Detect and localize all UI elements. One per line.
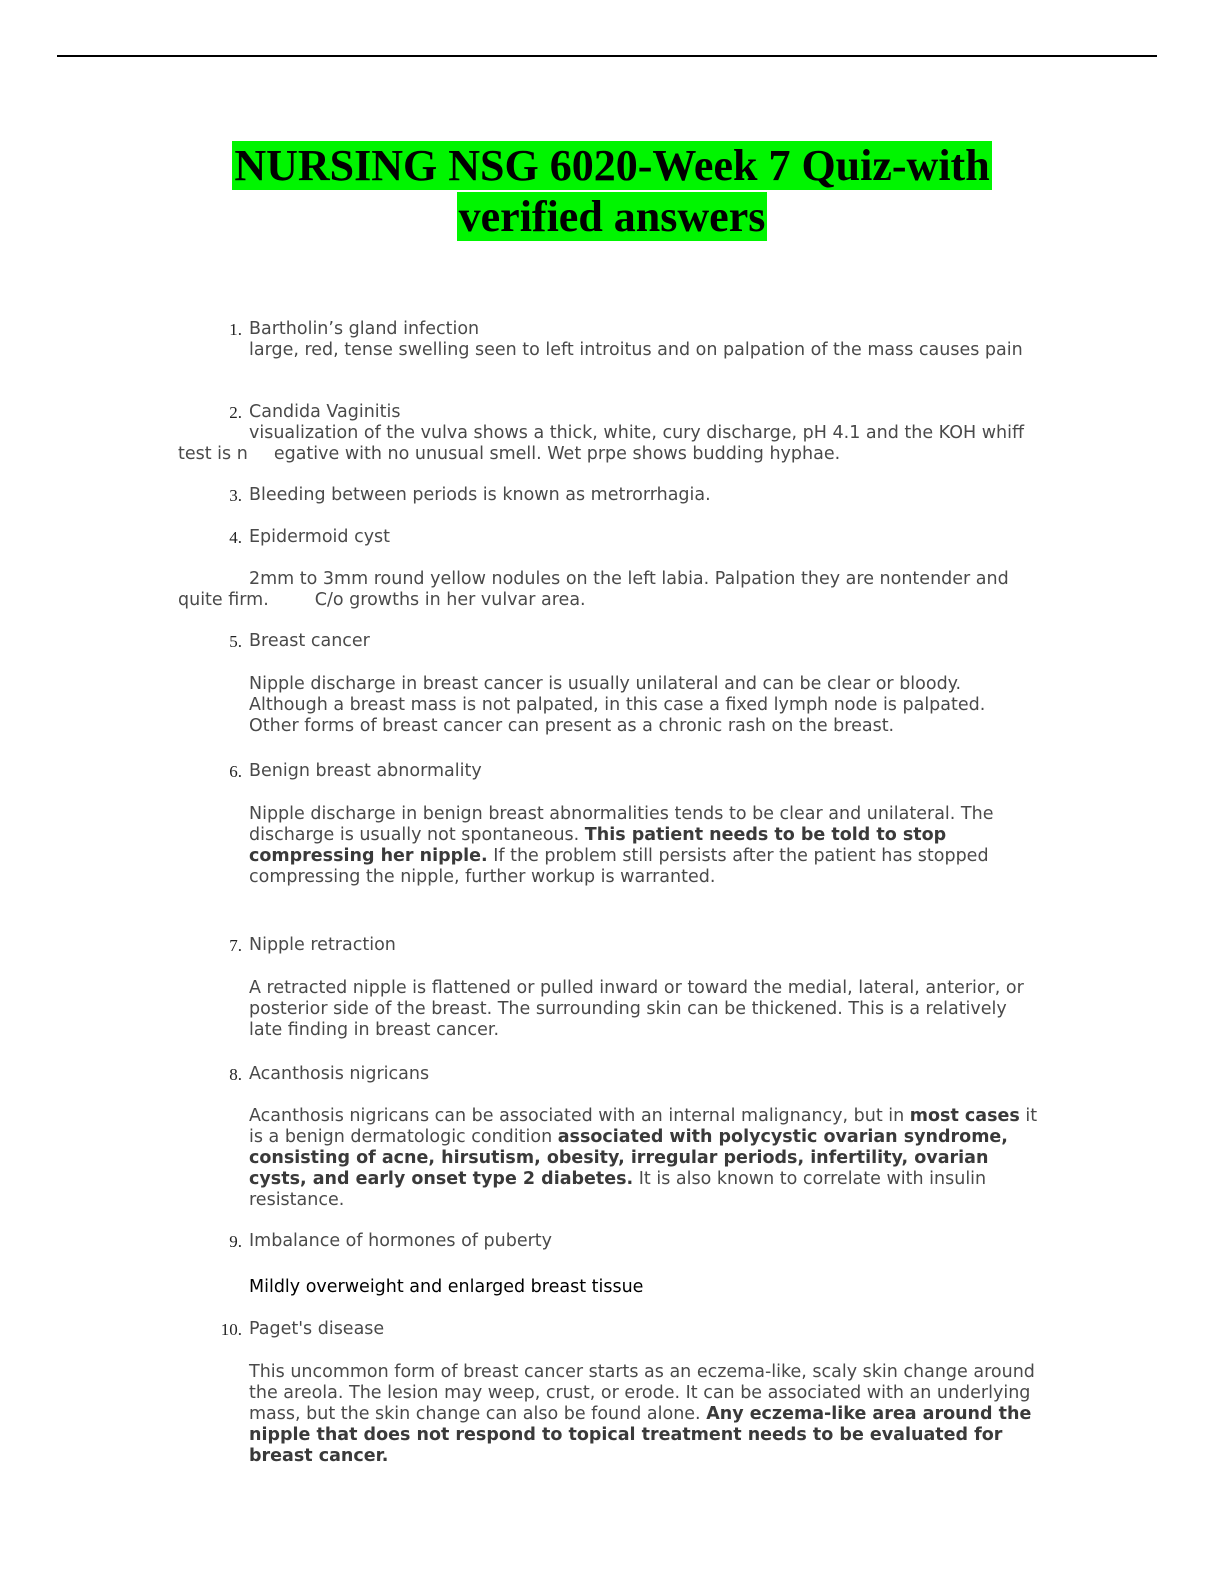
question-term: Nipple retraction: [249, 935, 396, 955]
question-term: Epidermoid cyst: [249, 527, 391, 547]
answer-text: visualization of the vulva shows a thick, white, cury discharge, pH 4.1 and the KOH whiff test is n egative with no unusual smell. Wet prpe shows budding hyphae.: [178, 423, 1025, 464]
question-term: Bartholin’s gland infection: [249, 319, 480, 339]
title-line-1: NURSING NSG 6020-Week 7 Quiz-with: [234, 141, 990, 190]
emphasis: This patient needs to be told to stop compressing her nipple.: [249, 825, 947, 866]
answer-text: This uncommon form of breast cancer starts as an eczema-like, scaly skin change around the areola. The lesion may weep, crust, or erode. It can be associated with an underlying mass, but the skin change can also be found alone. Any eczema-like area around the nipple that does not respond to topical treatment needs to be evaluated for breast cancer.: [249, 1362, 1035, 1466]
question-number: 8.: [229, 1065, 242, 1084]
question-number: 7.: [229, 936, 242, 955]
answer-text: Acanthosis nigricans can be associated with an internal malignancy, but in most cases it is a benign dermatologic condition associated with polycystic ovarian syndrome, consisting of acne, hirsutism, obesity, irregular periods, infertility, ovarian cysts, and early onset type 2 diabetes. It is also known to correlate with insulin resistance.: [249, 1106, 1038, 1210]
question-number: 4.: [229, 528, 242, 547]
question-term: Paget's disease: [249, 1319, 385, 1339]
question-term: Candida Vaginitis: [249, 402, 401, 422]
question-number: 9.: [229, 1232, 242, 1251]
emphasis: associated with polycystic ovarian syndrome, consisting of acne, hirsutism, obesity, irregular periods, infertility, ovarian cysts, and early onset type 2 diabetes.: [249, 1127, 1008, 1189]
question-term: Breast cancer: [249, 631, 370, 651]
answer-text: large, red, tense swelling seen to left introitus and on palpation of the mass causes pain: [249, 340, 1023, 360]
document-title: [180, 140, 1044, 242]
question-number: 3.: [229, 486, 242, 505]
header-rule: [57, 55, 1157, 57]
answer-text: Mildly overweight and enlarged breast tissue: [249, 1277, 644, 1297]
question-term: Imbalance of hormones of puberty: [249, 1231, 552, 1251]
question-term: Benign breast abnormality: [249, 761, 482, 781]
question-number: 10.: [220, 1320, 242, 1339]
question-number: 2.: [229, 403, 242, 422]
title-line-2: verified answers: [458, 192, 766, 241]
answer-text: Nipple discharge in breast cancer is usually unilateral and can be clear or bloody. Although a breast mass is not palpated, in this case a fixed lymph node is palpated. Other forms of breast cancer can present as a chronic rash on the breast.: [249, 674, 986, 736]
question-number: 5.: [229, 632, 242, 651]
emphasis: most cases: [909, 1106, 1020, 1126]
question-term: Acanthosis nigricans: [249, 1064, 430, 1084]
answer-text: A retracted nipple is flattened or pulled inward or toward the medial, lateral, anterior, or posterior side of the breast. The surrounding skin can be thickened. This is a relatively late finding in breast cancer.: [249, 978, 1024, 1040]
answer-text: 2mm to 3mm round yellow nodules on the left labia. Palpation they are nontender and quite firm. C/o growths in her vulvar area.: [178, 569, 1009, 610]
question-number: 6.: [229, 762, 242, 781]
question-term: Bleeding between periods is known as metrorrhagia.: [249, 485, 711, 505]
question-number: 1.: [229, 320, 242, 339]
answer-text: Nipple discharge in benign breast abnormalities tends to be clear and unilateral. The discharge is usually not spontaneous. This patient needs to be told to stop compressing her nipple. If the problem still persists after the patient has stopped compressing the nipple, further workup is warranted.: [249, 804, 994, 887]
emphasis: Any eczema-like area around the nipple that does not respond to topical treatment needs to be evaluated for breast cancer.: [249, 1404, 1032, 1466]
